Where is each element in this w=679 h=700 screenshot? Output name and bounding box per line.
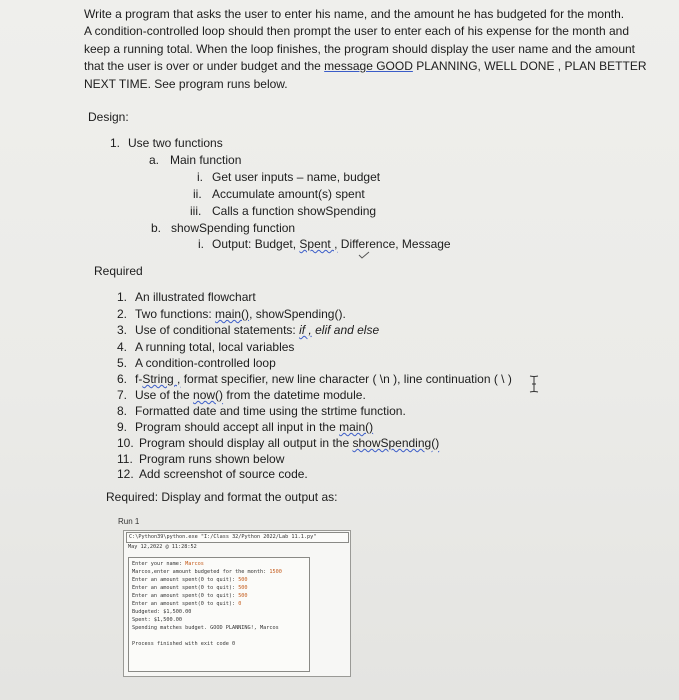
required-number: 12. [117, 467, 134, 481]
display-format-line: Required: Display and format the output as: [106, 490, 338, 504]
design-marker-a: a. [149, 153, 160, 167]
item-text: Program should accept all input in the [135, 420, 340, 434]
console-line [132, 568, 282, 576]
console-input: 500 [238, 577, 248, 583]
console-input: 500 [238, 593, 248, 599]
required-number: 8. [117, 404, 128, 418]
required-item [139, 436, 439, 450]
console-line: Spent: $1,500.00 [132, 617, 182, 623]
required-item [135, 420, 373, 434]
required-item: Add screenshot of source code. [139, 467, 308, 481]
design-marker-iii: iii. [190, 204, 202, 218]
required-number: 6. [117, 372, 128, 386]
intro-text: that the user is over or under budget and the [84, 59, 325, 74]
checkmark-icon [358, 251, 370, 259]
design-calls-function: Calls a function showSpending [212, 204, 377, 218]
design-number: 1. [110, 136, 121, 150]
console-path: C:\Python39\python.exe "I:/Class 32/Python 2022/Lab 11.1.py" [129, 534, 317, 540]
required-item [135, 372, 512, 386]
intro-line: Write a program that asks the user to enter his name, and the amount he has budgeted for the month. [84, 7, 625, 21]
now-call: now() [193, 388, 224, 402]
design-main-function: Main function [170, 153, 242, 167]
required-number: 9. [117, 420, 128, 434]
item-text: format specifier, new line character ( \n ), line continuation ( \ ) [180, 372, 512, 386]
required-item [135, 388, 366, 402]
required-number: 5. [117, 356, 128, 370]
console-line [132, 560, 204, 568]
intro-line [84, 58, 647, 75]
console-text: Enter your name: [132, 561, 186, 567]
console-line [132, 584, 248, 592]
intro-line: keep a running total. When the loop finishes, the program should display the user name and the amount [84, 41, 636, 56]
console-run-panel [128, 557, 310, 672]
design-heading: Design: [88, 110, 129, 124]
text-cursor-icon [528, 375, 540, 393]
required-item: Program runs shown below [139, 452, 285, 466]
design-accumulate: Accumulate amount(s) spent [212, 187, 365, 201]
console-exit-line: Process finished with exit code 0 [132, 641, 236, 647]
console-input: Marcos [185, 561, 204, 567]
console-line: Spending matches budget. GOOD PLANNING!, Marcos [132, 625, 279, 631]
console-text: Enter an amount spent(0 to quit): [132, 577, 239, 583]
required-number: 3. [117, 323, 128, 337]
console-line [132, 600, 241, 608]
console-path-bar [126, 532, 349, 543]
required-number: 2. [117, 307, 128, 321]
required-item: An illustrated flowchart [135, 290, 256, 304]
console-input: 1500 [269, 569, 282, 575]
console-line [132, 592, 248, 600]
item-text: Two functions: [135, 307, 216, 321]
console-text: Marcos,enter amount budgeted for the month: [132, 569, 270, 575]
required-number: 4. [117, 340, 128, 354]
showspending-call: showSpending() [352, 436, 440, 450]
console-input: 0 [238, 601, 242, 607]
design-showspending: showSpending function [171, 221, 296, 235]
message-link: message GOOD [324, 59, 413, 74]
item-text: Program should display all output in the [139, 436, 353, 450]
intro-line: A condition-controlled loop should then prompt the user to enter each of his expense for the month and [84, 24, 630, 39]
item-text: elif and else [311, 323, 380, 337]
design-marker-i: i. [197, 170, 203, 184]
if-keyword: if , [299, 323, 312, 337]
run-label: Run 1 [118, 517, 140, 526]
console-input: 500 [238, 585, 248, 591]
intro-text: PLANNING, WELL DONE , PLAN BETTER [412, 59, 647, 74]
main-call: main() [215, 307, 250, 321]
item-text: from the datetime module. [223, 388, 366, 402]
design-marker-bi: i. [198, 237, 204, 251]
required-heading: Required [94, 264, 143, 278]
item-text: f- [135, 372, 143, 386]
design-get-inputs: Get user inputs – name, budget [212, 170, 381, 184]
required-number: 7. [117, 388, 128, 402]
intro-line: NEXT TIME. See program runs below. [84, 76, 288, 91]
item-text: Use of conditional statements: [135, 323, 300, 337]
console-text: Enter an amount spent(0 to quit): [132, 601, 239, 607]
required-number: 10. [117, 436, 134, 450]
item-text: , showSpending(). [249, 307, 346, 321]
required-item [135, 307, 346, 321]
required-item: A running total, local variables [135, 340, 295, 354]
design-item-1: Use two functions [128, 136, 223, 150]
required-item: A condition-controlled loop [135, 356, 276, 370]
console-date: May 12,2022 @ 11:28:52 [128, 544, 197, 550]
design-marker-ii: ii. [193, 187, 202, 201]
main-call: main() [339, 420, 374, 434]
output-text: Difference, Message [337, 237, 451, 251]
console-line: Budgeted: $1,500.00 [132, 609, 192, 615]
console-output [123, 530, 351, 677]
console-line [132, 576, 248, 584]
console-text: Enter an amount spent(0 to quit): [132, 593, 239, 599]
spent-word: Spent , [299, 237, 338, 251]
required-number: 1. [117, 290, 128, 304]
required-item [135, 323, 379, 337]
item-text: Use of the [135, 388, 194, 402]
console-text: Enter an amount spent(0 to quit): [132, 585, 239, 591]
design-output-line [212, 237, 451, 251]
output-text: Output: Budget, [212, 237, 300, 251]
required-number: 11. [117, 452, 133, 466]
design-marker-b: b. [151, 221, 162, 235]
intro-paragraph [84, 6, 647, 93]
required-item: Formatted date and time using the strtime function. [135, 404, 406, 418]
string-word: String , [142, 372, 181, 386]
